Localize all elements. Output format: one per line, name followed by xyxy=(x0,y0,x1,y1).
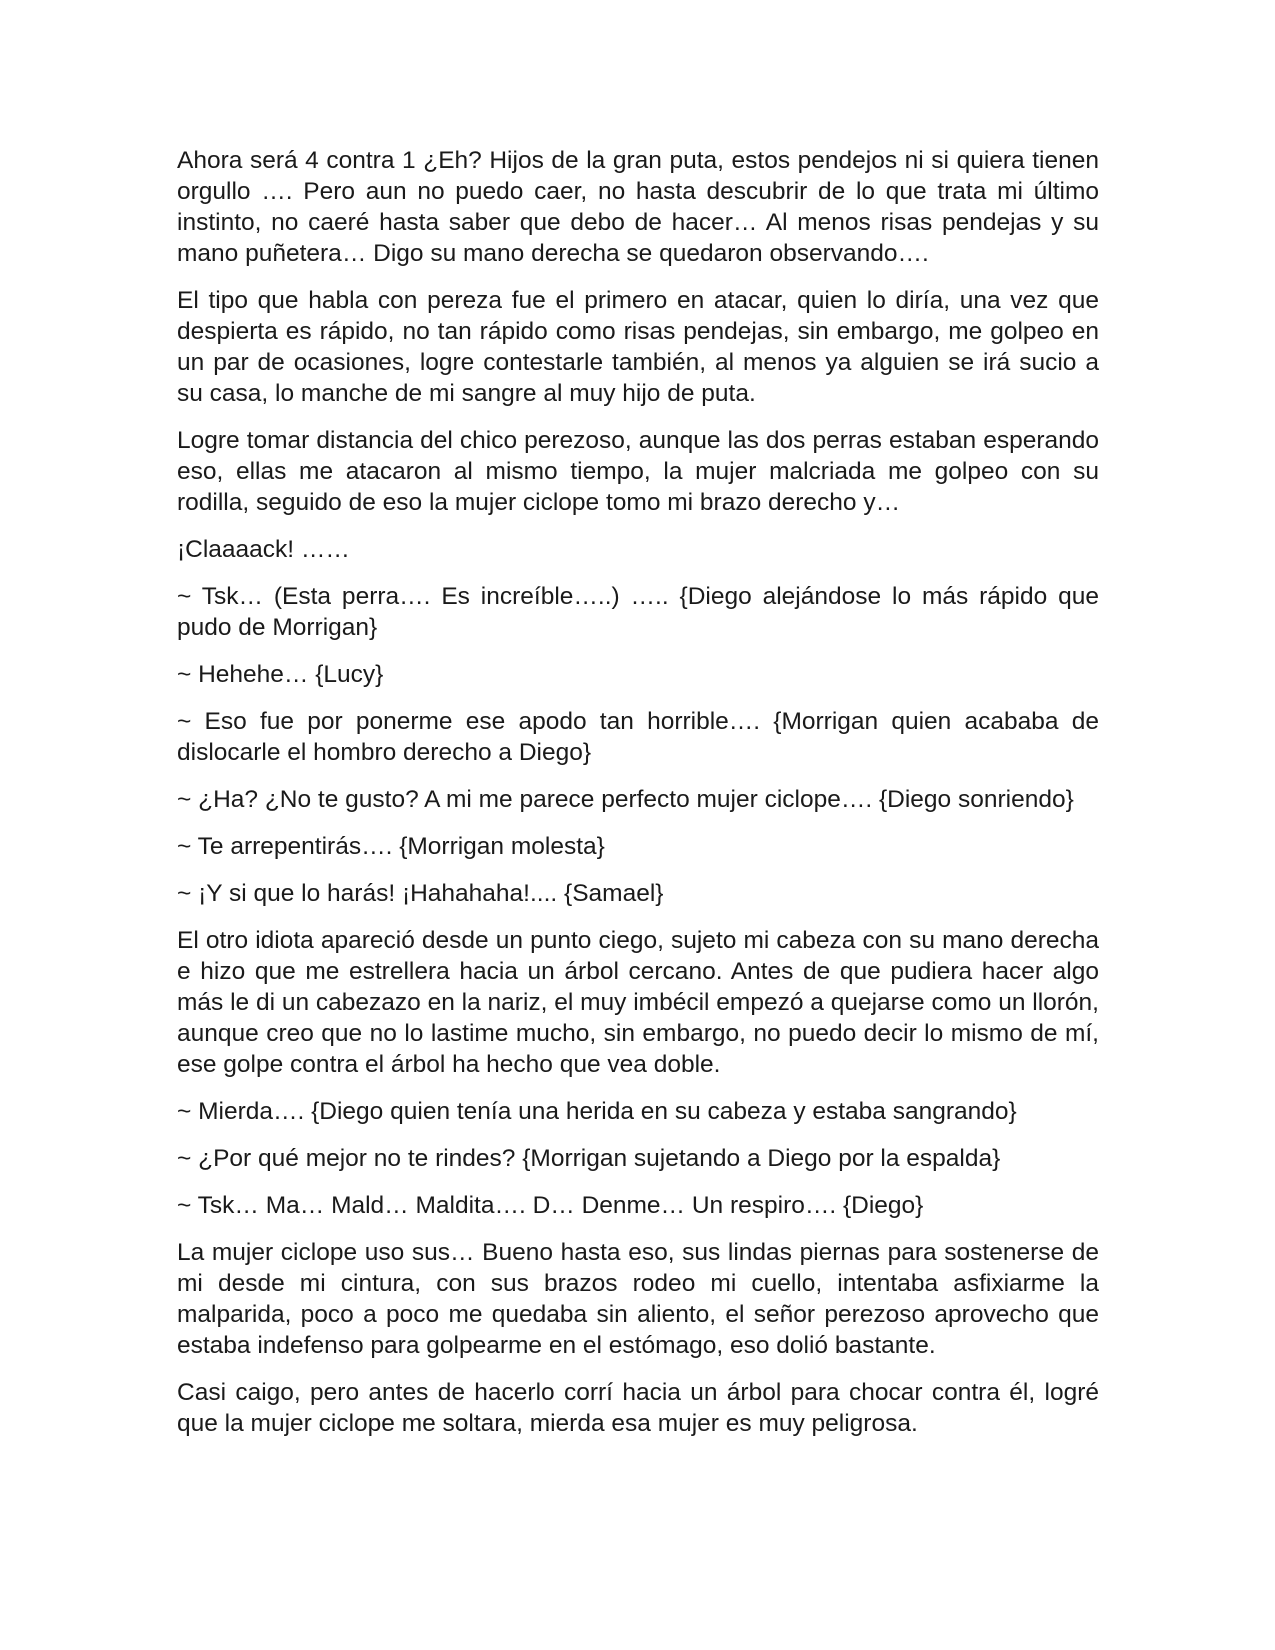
dialogue-line: ~ Mierda…. {Diego quien tenía una herida en su cabeza y estaba sangrando} xyxy=(177,1098,1017,1125)
paragraph: Casi caigo, pero antes de hacerlo corrí hacia un árbol para chocar contra él, logré que la mujer ciclope me soltara, mierda esa mujer es muy peligrosa. xyxy=(177,1379,1099,1437)
document-page xyxy=(177,145,1099,1455)
dialogue-line: ~ Eso fue por ponerme ese apodo tan horrible…. {Morrigan quien acababa de dislocarle el hombro derecho a Diego} xyxy=(177,708,1099,766)
dialogue-line: ~ ¡Y si que lo harás! ¡Hahahaha!.... {Samael} xyxy=(177,880,664,907)
dialogue-line: ~ Tsk… (Esta perra…. Es increíble…..) ….. {Diego alejándose lo más rápido que pudo de Morrigan} xyxy=(177,583,1099,641)
paragraph: El otro idiota apareció desde un punto ciego, sujeto mi cabeza con su mano derecha e hizo que me estrellera hacia un árbol cercano. Antes de que pudiera hacer algo más le di un cabezazo en la nariz, el muy imbécil empezó a quejarse como un llorón, aunque creo que no lo lastime mucho, sin embargo, no puedo decir lo mismo de mí, ese golpe contra el árbol ha hecho que vea doble. xyxy=(177,927,1099,1078)
dialogue-line: ~ Hehehe… {Lucy} xyxy=(177,661,384,688)
dialogue-line: ~ Tsk… Ma… Mald… Maldita…. D… Denme… Un respiro…. {Diego} xyxy=(177,1192,924,1219)
paragraph: La mujer ciclope uso sus… Bueno hasta eso, sus lindas piernas para sostenerse de mi desde mi cintura, con sus brazos rodeo mi cuello, intentaba asfixiarme la malparida, poco a poco me quedaba sin aliento, el señor perezoso aprovecho que estaba indefenso para golpearme en el estómago, eso dolió bastante. xyxy=(177,1239,1099,1359)
dialogue-line: ~ Te arrepentirás…. {Morrigan molesta} xyxy=(177,833,605,860)
paragraph: Ahora será 4 contra 1 ¿Eh? Hijos de la gran puta, estos pendejos ni si quiera tienen orgullo …. Pero aun no puedo caer, no hasta descubrir de lo que trata mi último instinto, no caeré hasta saber que debo de hacer… Al menos risas pendejas y su mano puñetera… Digo su mano derecha se quedaron observando…. xyxy=(177,147,1099,267)
dialogue-line: ~ ¿Por qué mejor no te rindes? {Morrigan sujetando a Diego por la espalda} xyxy=(177,1145,1001,1172)
dialogue-line: ~ ¿Ha? ¿No te gusto? A mi me parece perfecto mujer ciclope…. {Diego sonriendo} xyxy=(177,786,1074,813)
paragraph: El tipo que habla con pereza fue el primero en atacar, quien lo diría, una vez que despierta es rápido, no tan rápido como risas pendejas, sin embargo, me golpeo en un par de ocasiones, logre contestarle también, al menos ya alguien se irá sucio a su casa, lo manche de mi sangre al muy hijo de puta. xyxy=(177,287,1099,407)
paragraph: ¡Claaaack! …… xyxy=(177,536,350,563)
paragraph: Logre tomar distancia del chico perezoso, aunque las dos perras estaban esperando eso, ellas me atacaron al mismo tiempo, la mujer malcriada me golpeo con su rodilla, seguido de eso la mujer ciclope tomo mi brazo derecho y… xyxy=(177,427,1099,516)
